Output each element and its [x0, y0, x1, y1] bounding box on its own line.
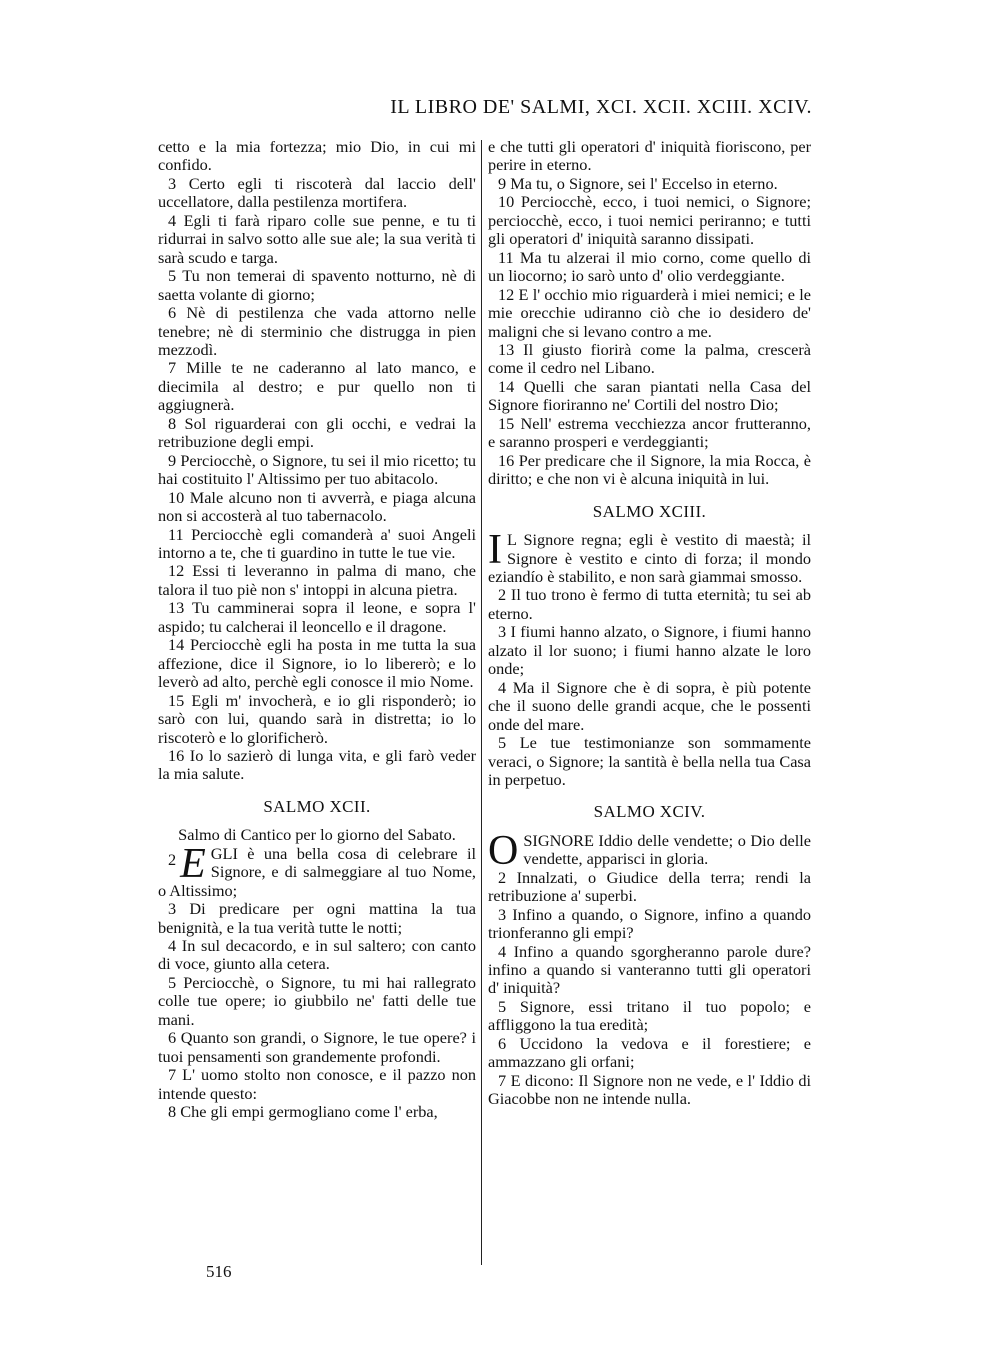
verse: 3 I fiumi hanno alzato, o Signore, i fiumi hanno alzato il lor suono; i fiumi hanno alzate le loro onde;: [488, 622, 811, 679]
verse-number: 2: [168, 849, 177, 869]
verse: 8 Sol riguarderai con gli occhi, e vedrai la retribuzione degli empi.: [158, 413, 476, 452]
verse: 16 Io lo sazierò di lunga vita, e gli farò veder la mia salute.: [158, 745, 476, 784]
psalm-93-title: SALMO XCIII.: [592, 501, 707, 521]
running-header: IL LIBRO DE' SALMI, XCI. XCII. XCIII. XCIV.: [390, 96, 812, 118]
verse: 14 Quelli che saran piantati nella Casa del Signore fioriranno ne' Cortili del nostro Dio;: [488, 376, 811, 415]
verse: 15 Egli m' invocherà, e io gli risponderò; io sarò con lui, quando sarà in distretta; io lo riscoterò e lo glorificherò.: [158, 690, 476, 747]
verse: 14 Perciocchè egli ha posta in me tutta la sua affezione, dice il Signore, io lo libererò; e lo leverò ad alto, perchè egli conosce il mio Nome.: [158, 635, 476, 692]
verse: 5 Signore, essi tritano il tuo popolo; e affliggono la tua eredità;: [488, 996, 811, 1035]
verse: 6 Quanto son grandi, o Signore, le tue opere? i tuoi pensamenti son grandemente profondi.: [158, 1028, 476, 1066]
psalm-92-title: SALMO XCII.: [263, 796, 371, 816]
verse: 11 Ma tu alzerai il mio corno, come quello di un liocorno; io sarò unto d' olio verdeggiante.: [488, 247, 811, 286]
verse: 10 Perciocchè, ecco, i tuoi nemici, o Signore; perciocchè, ecco, i tuoi nemici periranno; e tutti gli operatori d' iniquità saranno dissipati.: [488, 192, 811, 249]
drop-cap: I: [488, 527, 502, 574]
verse: 4 In sul decacordo, e in sul saltero; con canto di voce, giunto alla cetera.: [158, 936, 476, 974]
verse: 2 Il tuo trono è fermo di tutta eternità; tu sei ab eterno.: [488, 585, 811, 623]
drop-cap: E: [180, 840, 206, 887]
verse: 13 Tu camminerai sopra il leone, e sopra l' aspido; tu calcherai il leoncello e il dragone.: [158, 598, 476, 636]
verse: 7 E dicono: Il Signore non ne vede, e l' Iddio di Giacobbe non ne intende nulla.: [488, 1070, 811, 1109]
verse: 9 Ma tu, o Signore, sei l' Eccelso in eterno.: [498, 173, 778, 193]
verse: 10 Male alcuno non ti avverrà, e piaga alcuna non si accosterà al tuo tabernacolo.: [158, 487, 476, 526]
right-column: [488, 138, 811, 1109]
verse: 3 Di predicare per ogni mattina la tua benignità, e la tua verità tutte le notti;: [158, 899, 476, 937]
verse-text: SIGNORE Iddio delle vendette; o Dio delle vendette, apparisci in gloria.: [523, 830, 811, 869]
verse: 4 Infino a quando sgorgheranno parole dure? infino a quando si vanteranno tutti gli operatori d' iniquità?: [488, 941, 811, 998]
verse: 3 Infino a quando, o Signore, infino a quando trionferanno gli empi?: [488, 904, 811, 943]
page-number: 516: [206, 1262, 232, 1281]
verse-text: L Signore regna; egli è vestito di maestà; il Signore è vestito e cinto di forza; il mondo eziandío è stabilito, e non sarà giammai smosso.: [488, 530, 811, 586]
verse: 15 Nell' estrema vecchiezza ancor frutteranno, e saranno prosperi e verdeggianti;: [488, 413, 811, 452]
verse: 7 Mille te ne caderanno al lato manco, e diecimila al destro; e pur quello non ti aggiugnerà.: [158, 358, 476, 415]
verse: 5 Le tue testimonianze son sommamente veraci, o Signore; la santità è bella nella tua Casa in perpetuo.: [488, 733, 811, 789]
drop-cap: O: [488, 827, 519, 874]
verse: 5 Tu non temerai di spavento notturno, nè di saetta volante di giorno;: [158, 266, 476, 304]
verse: 12 E l' occhio mio riguarderà i miei nemici; e le mie orecchie udiranno ciò che io desidero de' maligni che si levano contro a me.: [488, 284, 811, 341]
psalm-92-first-verse: [158, 840, 476, 900]
verse: 16 Per predicare che il Signore, la mia Rocca, è diritto; e che non vi è alcuna iniquità in lui.: [488, 450, 811, 489]
verse: 4 Egli ti farà riparo colle sue penne, e tu ti ridurrai in salvo sotto alle sue ale; la sua verità ti sarà scudo e targa.: [158, 210, 476, 267]
verse: cetto e la mia fortezza; mio Dio, in cui mi confido.: [158, 137, 476, 175]
verse: 6 Uccidono la vedova e il forestiere; e ammazzano gli orfani;: [488, 1033, 811, 1072]
verse: 5 Perciocchè, o Signore, tu mi hai rallegrato colle tue opere; io giubbilo ne' fatti delle tue mani.: [158, 972, 476, 1029]
verse-text: GLI è una bella cosa di celebrare il Signore, e di salmeggiare al tuo Nome, o Altissimo;: [158, 843, 476, 900]
psalm-93-first-verse: [488, 527, 811, 586]
left-column: [158, 138, 476, 1122]
column-divider: [481, 140, 482, 1265]
verse: 11 Perciocchè egli comanderà a' suoi Angeli intorno a te, che ti guardino in tutte le tue vie.: [158, 524, 476, 562]
verse: 12 Essi ti leveranno in palma di mano, che talora il tuo piè non s' intoppi in alcuna pietra.: [158, 561, 476, 599]
verse: 8 Che gli empi germogliano come l' erba,: [168, 1102, 438, 1122]
verse: 13 Il giusto fiorirà come la palma, crescerà come il cedro nel Libano.: [488, 339, 811, 378]
psalm-94-title: SALMO XCIV.: [593, 802, 706, 822]
psalm-92-subtitle: Salmo di Cantico per lo giorno del Sabato.: [178, 825, 456, 845]
psalm-94-first-verse: [488, 827, 811, 874]
verse: 7 L' uomo stolto non conosce, e il pazzo non intende questo:: [158, 1065, 476, 1103]
verse: 3 Certo egli ti riscoterà dal laccio dell' uccellatore, dalla pestilenza mortifera.: [158, 173, 476, 212]
verse: 9 Percioсchè, o Signore, tu sei il mio ricetto; tu hai costituito l' Altissimo per tuo abitacolo.: [158, 450, 476, 489]
verse: 4 Ma il Signore che è di sopra, è più potente che il suono delle grandi acque, che le possenti onde del mare.: [488, 677, 811, 734]
verse: e che tutti gli operatori d' iniquità fioriscono, per perire in eterno.: [488, 137, 811, 175]
verse: 6 Nè di pestilenza che vada attorno nelle tenebre; nè di sterminio che distrugga in pien mezzodì.: [158, 303, 476, 359]
verse: 2 Innalzati, o Giudice della terra; rendi la retribuzione a' superbi.: [488, 867, 811, 906]
